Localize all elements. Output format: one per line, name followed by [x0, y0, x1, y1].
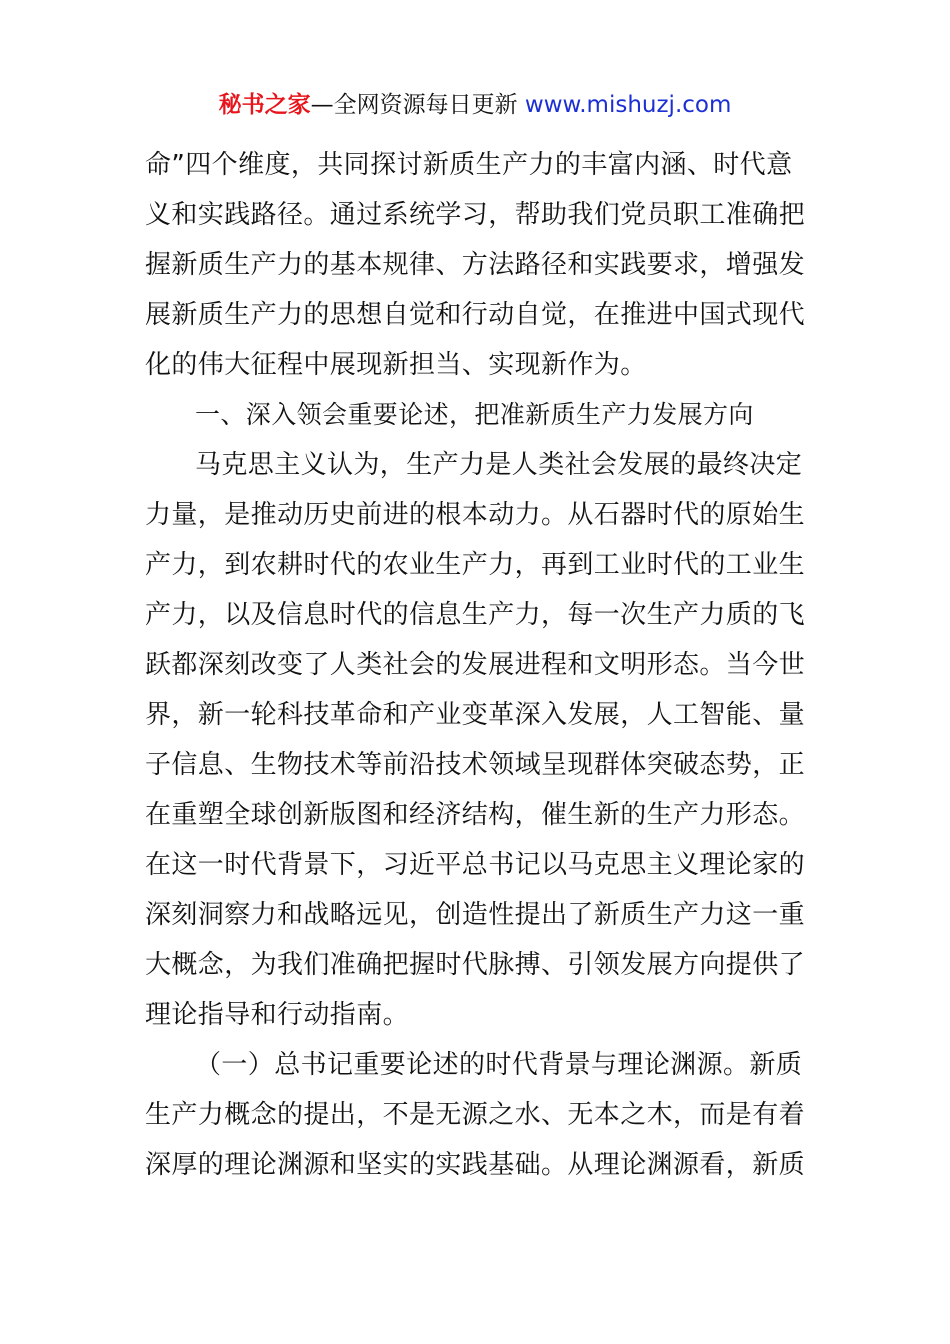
text-line: 理论指导和行动指南。	[145, 1000, 410, 1030]
text-line: 命”四个维度，共同探讨新质生产力的丰富内涵、时代意	[145, 150, 793, 180]
text-line: 生产力概念的提出，不是无源之水、无本之木，而是有着	[145, 1100, 806, 1130]
text-line: 义和实践路径。通过系统学习，帮助我们党员职工准确把	[145, 200, 806, 230]
text-line: 深厚的理论渊源和坚实的实践基础。从理论渊源看，新质	[145, 1150, 806, 1180]
section-heading: 一、深入领会重要论述，把准新质生产力发展方向	[195, 400, 754, 429]
text-line: 马克思主义认为，生产力是人类社会发展的最终决定	[195, 450, 803, 480]
site-header	[0, 88, 950, 122]
text-line: 化的伟大征程中展现新担当、实现新作为。	[145, 350, 647, 380]
text-line: 握新质生产力的基本规律、方法路径和实践要求，增强发	[145, 250, 806, 280]
text-line: 产力，以及信息时代的信息生产力，每一次生产力质的飞	[145, 600, 806, 630]
site-tagline: —全网资源每日更新	[310, 92, 525, 118]
text-line: 界，新一轮科技革命和产业变革深入发展，人工智能、量	[145, 700, 806, 730]
subsection-heading-line: （一）总书记重要论述的时代背景与理论渊源。新质	[195, 1050, 803, 1080]
text-line: 力量，是推动历史前进的根本动力。从石器时代的原始生	[145, 500, 806, 530]
document-body	[145, 140, 815, 1190]
text-line: 展新质生产力的思想自觉和行动自觉，在推进中国式现代	[145, 300, 806, 330]
text-line: 跃都深刻改变了人类社会的发展进程和文明形态。当今世	[145, 650, 806, 680]
text-line: 深刻洞察力和战略远见，创造性提出了新质生产力这一重	[145, 900, 806, 930]
text-line: 在这一时代背景下，习近平总书记以马克思主义理论家的	[145, 850, 806, 880]
text-line: 在重塑全球创新版图和经济结构，催生新的生产力形态。	[145, 800, 806, 830]
text-line: 产力，到农耕时代的农业生产力，再到工业时代的工业生	[145, 550, 806, 580]
site-brand: 秘书之家	[218, 92, 311, 118]
text-line: 大概念，为我们准确把握时代脉搏、引领发展方向提供了	[145, 950, 806, 980]
text-line: 子信息、生物技术等前沿技术领域呈现群体突破态势，正	[145, 750, 806, 780]
site-url-link[interactable]: www.mishuzj.com	[524, 92, 732, 118]
